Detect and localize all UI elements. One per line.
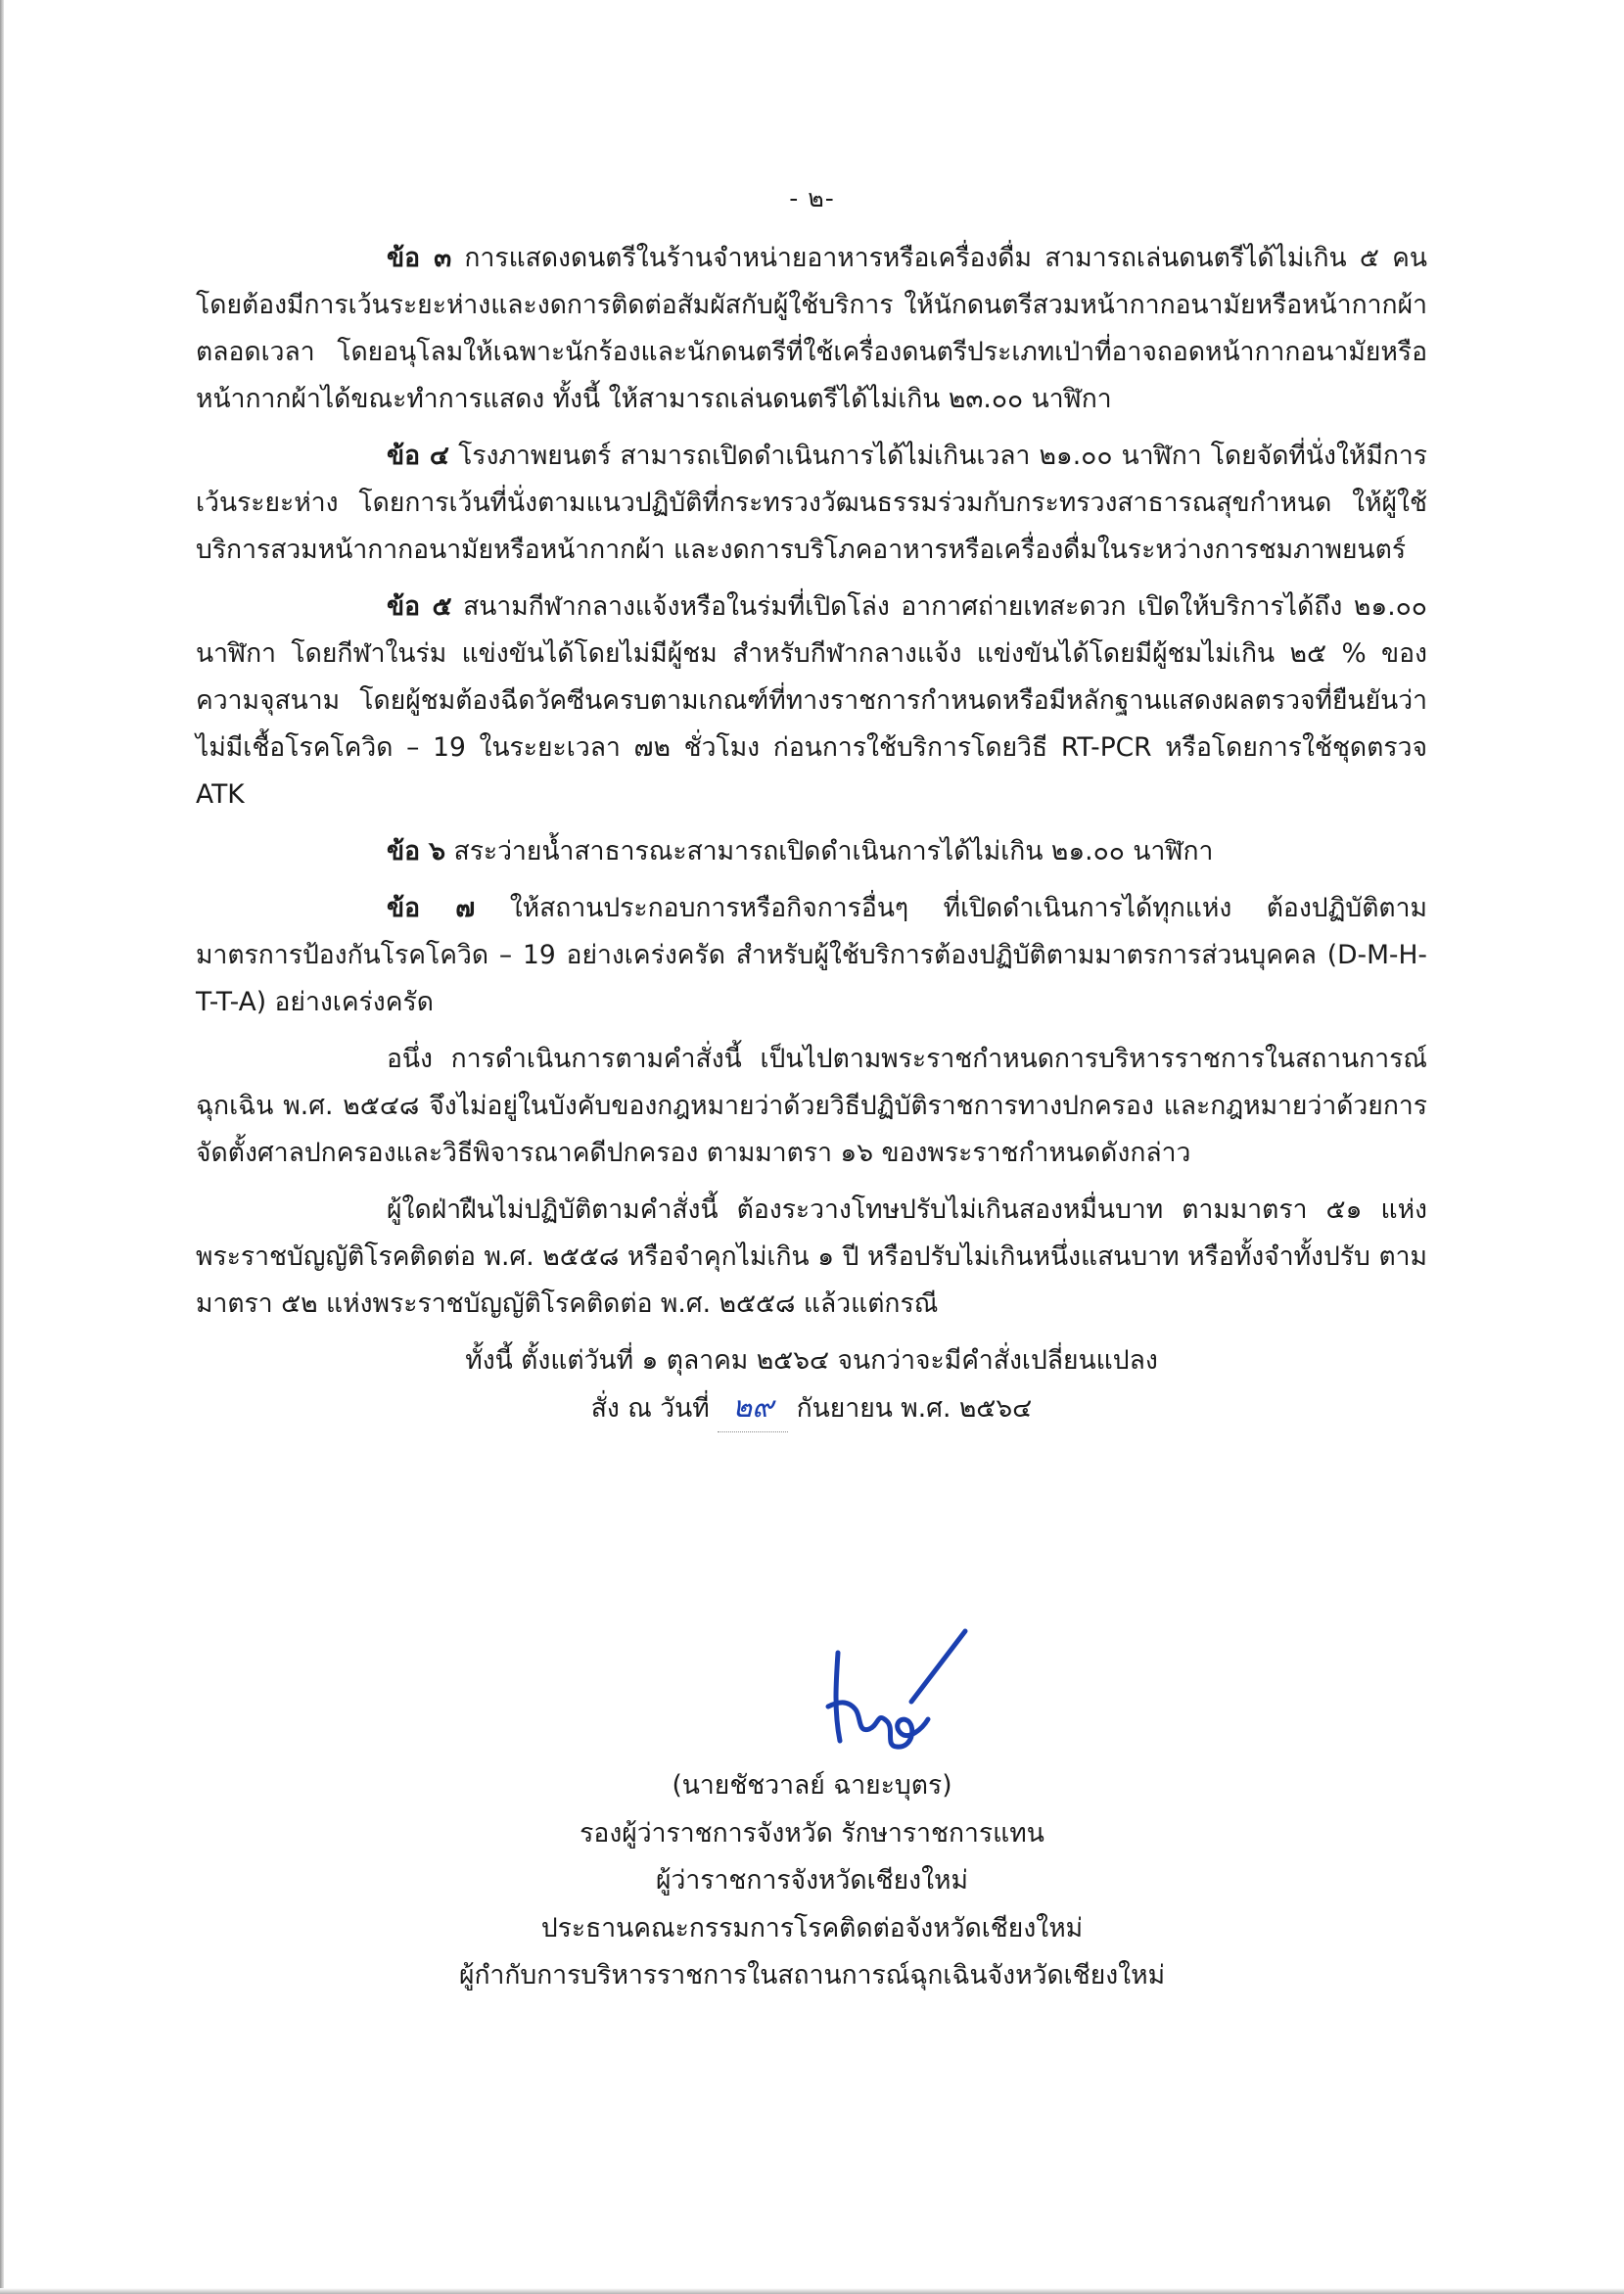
signature-image bbox=[818, 1623, 975, 1770]
page-number: - ๒- bbox=[789, 184, 835, 212]
clause-5 bbox=[196, 584, 1427, 819]
clause-4 bbox=[196, 433, 1427, 574]
clause-label: ข้อ ๖ bbox=[387, 836, 446, 866]
signatory-title-1: รองผู้ว่าราชการจังหวัด รักษาราชการแทน bbox=[580, 1817, 1044, 1849]
clause-text: โรงภาพยนตร์ สามารถเปิดดำเนินการได้ไม่เกินเวลา ๒๑.๐๐ นาฬิกา โดยจัดที่นั่งให้มีการเว้นระยะห่าง โดยการเว้นที่นั่งตามแนวปฏิบัติที่กระทรวงวัฒนธรรมร่วมกับกระทรวงสาธารณสุขกำหนด ให้ผู้ใช้บริการสวมหน้ากากอนามัยหรือหน้ากากผ้า และงดการบริโภคอาหารหรือเครื่องดื่มในระหว่างการชมภาพยนตร์ bbox=[196, 441, 1427, 565]
clause-7 bbox=[196, 885, 1427, 1026]
signatory-title-2: ผู้ว่าราชการจังหวัดเชียงใหม่ bbox=[656, 1865, 968, 1896]
clause-6 bbox=[196, 828, 1427, 875]
order-date-prefix: สั่ง ณ วันที่ bbox=[590, 1393, 710, 1424]
clause-label: ข้อ ๗ bbox=[387, 893, 476, 923]
clause-label: ข้อ ๔ bbox=[387, 441, 449, 471]
clause-text: สนามกีฬากลางแจ้งหรือในร่มที่เปิดโล่ง อากาศถ่ายเทสะดวก เปิดให้บริการได้ถึง ๒๑.๐๐ นาฬิกา โดยกีฬาในร่ม แข่งขันได้โดยไม่มีผู้ชม สำหรับกีฬากลางแจ้ง แข่งขันได้โดยมีผู้ชมไม่เกิน ๒๕ % ของความจุสนาม โดยผู้ชมต้องฉีดวัคซีนครบตามเกณฑ์ที่ทางราชการกำหนดหรือมีหลักฐานแสดงผลตรวจที่ยืนยันว่าไม่มีเชื้อโรคโควิด – 19 ในระยะเวลา ๗๒ ชั่วโมง ก่อนการใช้บริการโดยวิธี RT-PCR หรือโดยการใช้ชุดตรวจ ATK bbox=[196, 591, 1427, 810]
signatory-title-3: ประธานคณะกรรมการโรคติดต่อจังหวัดเชียงใหม่ bbox=[540, 1912, 1084, 1943]
page-bottom-shadow bbox=[0, 2288, 1624, 2294]
order-date-suffix: กันยายน พ.ศ. ๒๕๖๔ bbox=[796, 1393, 1033, 1424]
effective-date-line: ทั้งนี้ ตั้งแต่วันที่ ๑ ตุลาคม ๒๕๖๔ จนกว่าจะมีคำสั่งเปลี่ยนแปลง bbox=[465, 1345, 1158, 1376]
paragraph-legal-basis: อนึ่ง การดำเนินการตามคำสั่งนี้ เป็นไปตามพระราชกำหนดการบริหารราชการในสถานการณ์ฉุกเฉิน พ.ศ. ๒๕๔๘ จึงไม่อยู่ในบังคับของกฎหมายว่าด้วยวิธีปฏิบัติราชการทางปกครอง และกฎหมายว่าด้วยการจัดตั้งศาลปกครองและวิธีพิจารณาคดีปกครอง ตามมาตรา ๑๖ ของพระราชกำหนดดังกล่าว bbox=[196, 1044, 1427, 1168]
clause-label: ข้อ ๕ bbox=[387, 591, 452, 622]
clause-text: ให้สถานประกอบการหรือกิจการอื่นๆ ที่เปิดดำเนินการได้ทุกแห่ง ต้องปฏิบัติตามมาตรการป้องกันโรคโควิด – 19 อย่างเคร่งครัด สำหรับผู้ใช้บริการต้องปฏิบัติตามมาตรการส่วนบุคคล (D-M-H-T-T-A) อย่างเคร่งครัด bbox=[196, 893, 1427, 1017]
signatory-title-4: ผู้กำกับการบริหารราชการในสถานการณ์ฉุกเฉินจังหวัดเชียงใหม่ bbox=[458, 1960, 1166, 1990]
clause-label: ข้อ ๓ bbox=[387, 243, 452, 273]
clause-3 bbox=[196, 235, 1427, 423]
handwritten-day: ๒๙ bbox=[718, 1384, 788, 1432]
document-body bbox=[196, 235, 1427, 1432]
signatory-name: (นายชัชวาลย์ ฉายะบุตร) bbox=[672, 1770, 952, 1801]
paragraph-penalty: ผู้ใดฝ่าฝืนไม่ปฏิบัติตามคำสั่งนี้ ต้องระวางโทษปรับไม่เกินสองหมื่นบาท ตามมาตรา ๕๑ แห่งพระราชบัญญัติโรคติดต่อ พ.ศ. ๒๕๕๘ หรือจำคุกไม่เกิน ๑ ปี หรือปรับไม่เกินหนึ่งแสนบาท หรือทั้งจำทั้งปรับ ตามมาตรา ๕๒ แห่งพระราชบัญญัติโรคติดต่อ พ.ศ. ๒๕๕๘ แล้วแต่กรณี bbox=[196, 1194, 1427, 1319]
signatory-block bbox=[0, 1762, 1624, 2000]
clause-text: สระว่ายน้ำสาธารณะสามารถเปิดดำเนินการได้ไม่เกิน ๒๑.๐๐ นาฬิกา bbox=[453, 836, 1214, 866]
clause-text: การแสดงดนตรีในร้านจำหน่ายอาหารหรือเครื่องดื่ม สามารถเล่นดนตรีได้ไม่เกิน ๕ คน โดยต้องมีการเว้นระยะห่างและงดการติดต่อสัมผัสกับผู้ใช้บริการ ให้นักดนตรีสวมหน้ากากอนามัยหรือหน้ากากผ้าตลอดเวลา โดยอนุโลมให้เฉพาะนักร้องและนักดนตรีที่ใช้เครื่องดนตรีประเภทเป่าที่อาจถอดหน้ากากอนามัยหรือหน้ากากผ้าได้ขณะทำการแสดง ทั้งนี้ ให้สามารถเล่นดนตรีได้ไม่เกิน ๒๓.๐๐ นาฬิกา bbox=[196, 243, 1427, 414]
order-date-line bbox=[196, 1384, 1427, 1432]
